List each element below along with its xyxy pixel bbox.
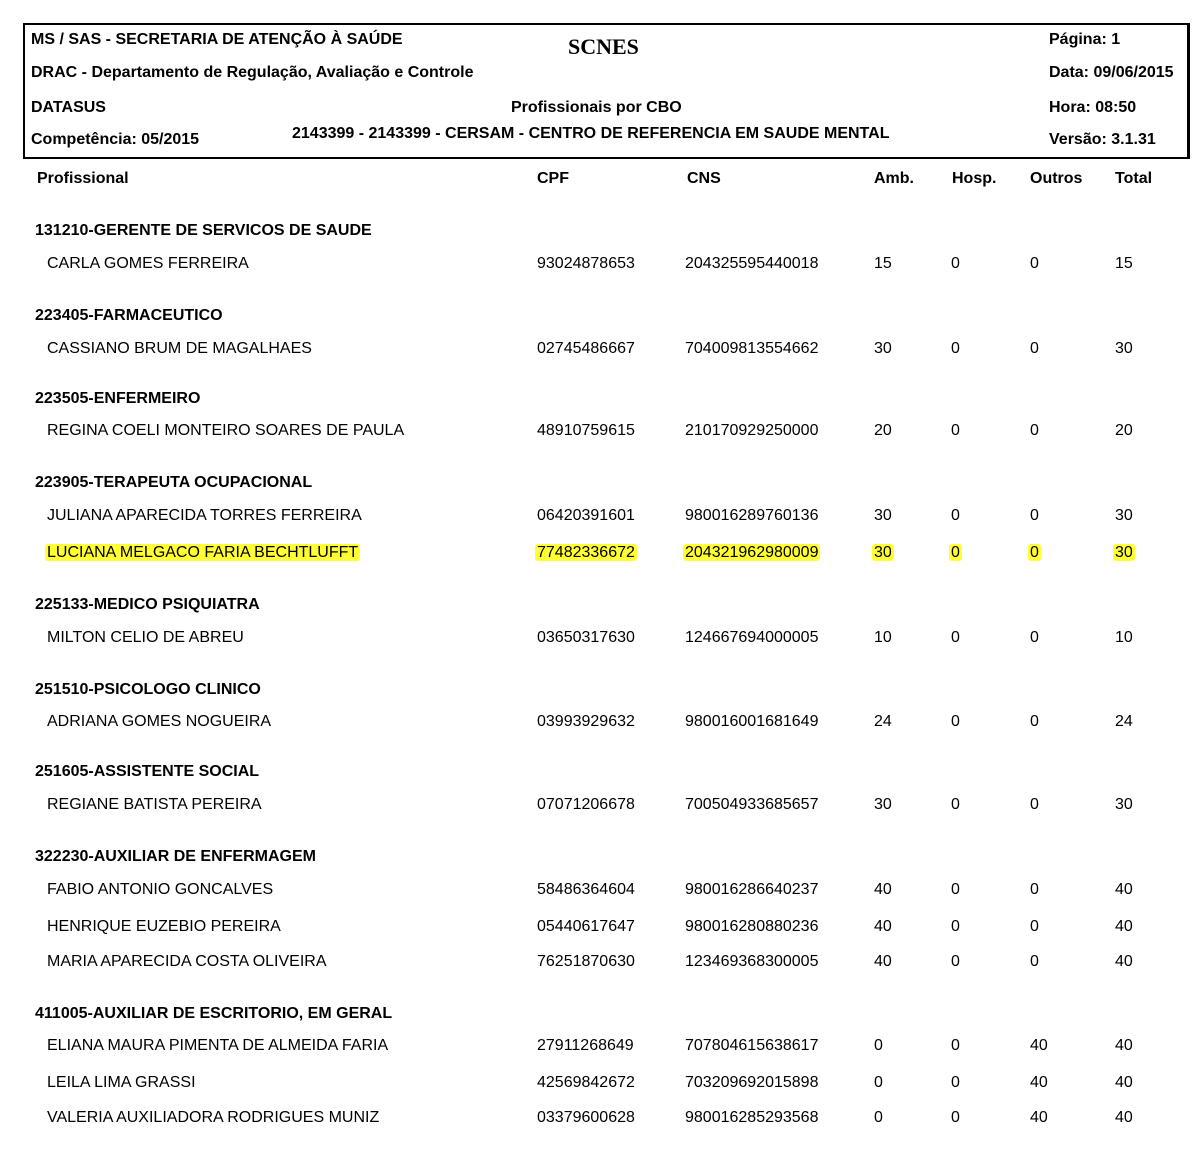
table-cell-name (47, 713, 271, 731)
cell-text-cns: 204325595440018 (685, 255, 819, 272)
cell-text-cns: 124667694000005 (685, 629, 819, 646)
cell-text-total: 30 (1115, 544, 1133, 561)
table-cell-amb (874, 544, 894, 562)
table-cell-cpf (537, 1037, 634, 1055)
table-cell-outros (1030, 1037, 1048, 1055)
table-cell-outros (1030, 340, 1039, 358)
cell-text-total: 20 (1115, 422, 1133, 439)
table-cell-hosp (951, 1074, 960, 1092)
table-cell-cpf (537, 953, 635, 971)
table-cell-cns (685, 918, 818, 936)
table-cell-name (47, 918, 281, 936)
cell-text-name: JULIANA APARECIDA TORRES FERREIRA (47, 507, 362, 524)
table-cell-cns (685, 1074, 818, 1092)
cell-text-cpf: 03650317630 (537, 629, 635, 646)
cell-text-outros: 0 (1030, 507, 1039, 524)
table-cell-total (1115, 953, 1133, 971)
cell-text-outros: 0 (1030, 881, 1039, 898)
cell-text-outros: 0 (1030, 796, 1039, 813)
table-cell-name (47, 340, 312, 358)
table-cell-cns (685, 953, 818, 971)
cell-text-outros: 0 (1030, 629, 1039, 646)
table-cell-amb (874, 422, 892, 440)
cell-text-total: 40 (1115, 1109, 1133, 1126)
cbo-group-title: 251605-ASSISTENTE SOCIAL (35, 763, 260, 780)
table-cell-cns (685, 507, 818, 525)
cell-text-cpf: 07071206678 (537, 796, 635, 813)
table-cell-cpf (537, 544, 637, 562)
cell-text-name: CARLA GOMES FERREIRA (47, 255, 249, 272)
cell-text-cpf: 05440617647 (537, 918, 635, 935)
table-cell-outros (1030, 255, 1039, 273)
establishment: 2143399 - 2143399 - CERSAM - CENTRO DE REFERENCIA EM SAUDE MENTAL (292, 125, 890, 142)
cell-text-total: 15 (1115, 255, 1133, 272)
cell-text-hosp: 0 (951, 422, 960, 439)
cell-text-outros: 40 (1030, 1109, 1048, 1126)
table-cell-hosp (951, 1037, 960, 1055)
cell-text-cns: 704009813554662 (685, 340, 819, 357)
table-cell-cns (685, 881, 818, 899)
table-cell-outros (1030, 953, 1039, 971)
cell-text-cpf: 03379600628 (537, 1109, 635, 1126)
cell-text-cns: 123469368300005 (685, 953, 819, 970)
table-cell-cns (685, 422, 818, 440)
cell-text-cpf: 03993929632 (537, 713, 635, 730)
table-cell-cns (685, 544, 820, 562)
table-cell-cpf (537, 796, 635, 814)
cell-text-amb: 40 (874, 953, 892, 970)
org-line-3: DATASUS (31, 99, 106, 116)
table-cell-cpf (537, 881, 635, 899)
cell-text-name: ELIANA MAURA PIMENTA DE ALMEIDA FARIA (47, 1037, 389, 1054)
table-cell-cpf (537, 507, 635, 525)
table-cell-amb (874, 255, 892, 273)
table-cell-hosp (951, 796, 960, 814)
table-cell-name (47, 1074, 196, 1092)
table-cell-outros (1030, 1074, 1048, 1092)
table-cell-outros (1030, 918, 1039, 936)
system-title: SCNES (568, 34, 639, 59)
table-cell-cns (685, 796, 818, 814)
table-cell-amb (874, 1074, 883, 1092)
cell-text-hosp: 0 (951, 1074, 960, 1091)
cell-text-name: LEILA LIMA GRASSI (47, 1074, 196, 1091)
cbo-group-title: 223505-ENFERMEIRO (35, 390, 201, 407)
col-header-cpf: CPF (537, 170, 569, 187)
table-cell-cns (685, 340, 818, 358)
table-cell-name (47, 881, 273, 899)
col-header-hosp: Hosp. (952, 170, 997, 187)
cell-text-hosp: 0 (951, 1109, 960, 1126)
cell-text-total: 40 (1115, 918, 1133, 935)
cell-text-name: MARIA APARECIDA COSTA OLIVEIRA (47, 953, 327, 970)
table-cell-cns (685, 1037, 818, 1055)
cell-text-amb: 24 (874, 713, 892, 730)
cbo-group-title: 411005-AUXILIAR DE ESCRITORIO, EM GERAL (35, 1005, 393, 1022)
cell-text-hosp: 0 (951, 507, 960, 524)
cell-text-cns: 210170929250000 (685, 422, 819, 439)
table-cell-amb (874, 796, 892, 814)
table-cell-outros (1030, 713, 1039, 731)
cell-text-cns: 980016285293568 (685, 1109, 819, 1126)
table-cell-total (1115, 796, 1133, 814)
table-cell-hosp (951, 953, 960, 971)
cell-text-cns: 980016280880236 (685, 918, 819, 935)
table-cell-cpf (537, 713, 635, 731)
cell-text-amb: 0 (874, 1109, 883, 1126)
cell-text-total: 30 (1115, 507, 1133, 524)
table-cell-cns (685, 713, 818, 731)
table-cell-outros (1030, 881, 1039, 899)
table-cell-cpf (537, 1074, 635, 1092)
table-cell-cpf (537, 918, 635, 936)
table-cell-amb (874, 1037, 883, 1055)
table-cell-amb (874, 918, 892, 936)
cell-text-total: 24 (1115, 713, 1133, 730)
cell-text-outros: 0 (1030, 953, 1039, 970)
cell-text-amb: 0 (874, 1037, 883, 1054)
col-header-cns: CNS (687, 170, 721, 187)
table-cell-name (47, 544, 360, 562)
cell-text-cns: 703209692015898 (685, 1074, 819, 1091)
cell-text-cpf: 06420391601 (537, 507, 635, 524)
cell-text-amb: 30 (874, 340, 892, 357)
cell-text-cns: 707804615638617 (685, 1037, 819, 1054)
cell-text-name: ADRIANA GOMES NOGUEIRA (47, 713, 272, 730)
table-cell-total (1115, 918, 1133, 936)
cell-text-name: REGINA COELI MONTEIRO SOARES DE PAULA (47, 422, 405, 439)
version: Versão: 3.1.31 (1049, 131, 1156, 148)
table-cell-total (1115, 713, 1133, 731)
cell-text-cpf: 42569842672 (537, 1074, 635, 1091)
table-cell-name (47, 796, 262, 814)
cell-text-cns: 204321962980009 (685, 544, 819, 561)
table-cell-name (47, 1109, 379, 1127)
report-title: Profissionais por CBO (511, 99, 682, 116)
table-cell-total (1115, 1109, 1133, 1127)
cell-text-hosp: 0 (951, 629, 960, 646)
col-header-profissional: Profissional (37, 170, 129, 187)
cell-text-total: 40 (1115, 953, 1133, 970)
table-cell-cpf (537, 255, 635, 273)
cell-text-total: 40 (1115, 1074, 1133, 1091)
table-cell-total (1115, 1074, 1133, 1092)
table-cell-total (1115, 1037, 1133, 1055)
cell-text-outros: 0 (1030, 918, 1039, 935)
cell-text-outros: 40 (1030, 1074, 1048, 1091)
cell-text-outros: 0 (1030, 255, 1039, 272)
cell-text-amb: 30 (874, 507, 892, 524)
cell-text-name: CASSIANO BRUM DE MAGALHAES (47, 340, 312, 357)
cbo-group-title: 322230-AUXILIAR DE ENFERMAGEM (35, 848, 316, 865)
table-cell-hosp (951, 507, 960, 525)
cell-text-outros: 0 (1030, 422, 1039, 439)
table-cell-amb (874, 340, 892, 358)
table-cell-total (1115, 340, 1133, 358)
org-line-1: MS / SAS - SECRETARIA DE ATENÇÃO À SAÚDE (31, 31, 403, 48)
col-header-outros: Outros (1030, 170, 1083, 187)
cell-text-name: LUCIANA MELGACO FARIA BECHTLUFFT (47, 544, 359, 561)
table-cell-hosp (951, 255, 960, 273)
table-cell-name (47, 255, 249, 273)
cell-text-hosp: 0 (951, 1037, 960, 1054)
cell-text-amb: 30 (874, 796, 892, 813)
table-cell-outros (1030, 796, 1039, 814)
col-header-amb: Amb. (874, 170, 914, 187)
cell-text-hosp: 0 (951, 881, 960, 898)
cell-text-outros: 0 (1030, 713, 1039, 730)
col-header-total: Total (1115, 170, 1153, 187)
cell-text-cns: 980016001681649 (685, 713, 819, 730)
table-cell-total (1115, 629, 1133, 647)
cell-text-amb: 30 (874, 544, 892, 561)
cell-text-amb: 15 (874, 255, 892, 272)
cell-text-hosp: 0 (951, 953, 960, 970)
table-cell-amb (874, 953, 892, 971)
cbo-group-title: 251510-PSICOLOGO CLINICO (35, 681, 261, 698)
table-cell-total (1115, 544, 1135, 562)
cell-text-outros: 40 (1030, 1037, 1048, 1054)
cell-text-cns: 980016286640237 (685, 881, 819, 898)
table-cell-name (47, 422, 404, 440)
table-cell-total (1115, 255, 1133, 273)
table-cell-hosp (951, 1109, 960, 1127)
cell-text-name: REGIANE BATISTA PEREIRA (47, 796, 262, 813)
cell-text-cpf: 48910759615 (537, 422, 635, 439)
table-cell-amb (874, 507, 892, 525)
table-cell-hosp (951, 422, 960, 440)
table-cell-outros (1030, 1109, 1048, 1127)
table-cell-cns (685, 629, 818, 647)
cell-text-cpf: 02745486667 (537, 340, 635, 357)
cell-text-total: 10 (1115, 629, 1133, 646)
cell-text-name: FABIO ANTONIO GONCALVES (47, 881, 274, 898)
table-cell-outros (1030, 544, 1041, 562)
table-cell-amb (874, 713, 892, 731)
cell-text-outros: 0 (1030, 544, 1039, 561)
cbo-group-title: 223405-FARMACEUTICO (35, 307, 223, 324)
table-cell-cpf (537, 629, 635, 647)
table-cell-outros (1030, 507, 1039, 525)
table-cell-name (47, 629, 244, 647)
cell-text-name: HENRIQUE EUZEBIO PEREIRA (47, 918, 281, 935)
report-date: Data: 09/06/2015 (1049, 64, 1174, 81)
table-cell-cpf (537, 422, 635, 440)
cell-text-total: 40 (1115, 1037, 1133, 1054)
table-cell-amb (874, 1109, 883, 1127)
table-cell-hosp (951, 544, 962, 562)
cell-text-amb: 40 (874, 918, 892, 935)
cell-text-cpf: 93024878653 (537, 255, 635, 272)
competencia: Competência: 05/2015 (31, 131, 200, 148)
report-time: Hora: 08:50 (1049, 99, 1137, 116)
table-cell-name (47, 953, 327, 971)
cell-text-amb: 10 (874, 629, 892, 646)
cbo-group-title: 225133-MEDICO PSIQUIATRA (35, 596, 260, 613)
table-cell-hosp (951, 340, 960, 358)
table-cell-name (47, 507, 362, 525)
cell-text-cns: 700504933685657 (685, 796, 819, 813)
cell-text-total: 30 (1115, 340, 1133, 357)
table-cell-hosp (951, 918, 960, 936)
table-cell-total (1115, 507, 1133, 525)
cell-text-hosp: 0 (951, 544, 960, 561)
cell-text-hosp: 0 (951, 796, 960, 813)
table-cell-cns (685, 1109, 818, 1127)
cell-text-name: MILTON CELIO DE ABREU (47, 629, 244, 646)
table-cell-name (47, 1037, 388, 1055)
cell-text-outros: 0 (1030, 340, 1039, 357)
table-cell-amb (874, 629, 892, 647)
cell-text-amb: 20 (874, 422, 892, 439)
cell-text-cpf: 76251870630 (537, 953, 635, 970)
cbo-group-title: 223905-TERAPEUTA OCUPACIONAL (35, 474, 313, 491)
cell-text-hosp: 0 (951, 255, 960, 272)
table-cell-cns (685, 255, 818, 273)
table-cell-cpf (537, 340, 635, 358)
cell-text-amb: 0 (874, 1074, 883, 1091)
cell-text-cpf: 27911268649 (537, 1037, 634, 1054)
cell-text-cpf: 58486364604 (537, 881, 635, 898)
org-line-2: DRAC - Departamento de Regulação, Avaliação e Controle (31, 64, 474, 81)
cell-text-hosp: 0 (951, 713, 960, 730)
table-cell-amb (874, 881, 892, 899)
table-cell-outros (1030, 629, 1039, 647)
table-cell-hosp (951, 881, 960, 899)
table-cell-hosp (951, 713, 960, 731)
table-cell-total (1115, 422, 1133, 440)
cell-text-name: VALERIA AUXILIADORA RODRIGUES MUNIZ (47, 1109, 380, 1126)
table-cell-total (1115, 881, 1133, 899)
cell-text-cns: 980016289760136 (685, 507, 819, 524)
table-cell-cpf (537, 1109, 635, 1127)
table-cell-hosp (951, 629, 960, 647)
cbo-group-title: 131210-GERENTE DE SERVICOS DE SAUDE (35, 222, 372, 239)
page-number: Página: 1 (1049, 31, 1121, 48)
cell-text-hosp: 0 (951, 340, 960, 357)
cell-text-total: 40 (1115, 881, 1133, 898)
cell-text-hosp: 0 (951, 918, 960, 935)
cell-text-amb: 40 (874, 881, 892, 898)
cell-text-cpf: 77482336672 (537, 544, 635, 561)
cell-text-total: 30 (1115, 796, 1133, 813)
table-cell-outros (1030, 422, 1039, 440)
